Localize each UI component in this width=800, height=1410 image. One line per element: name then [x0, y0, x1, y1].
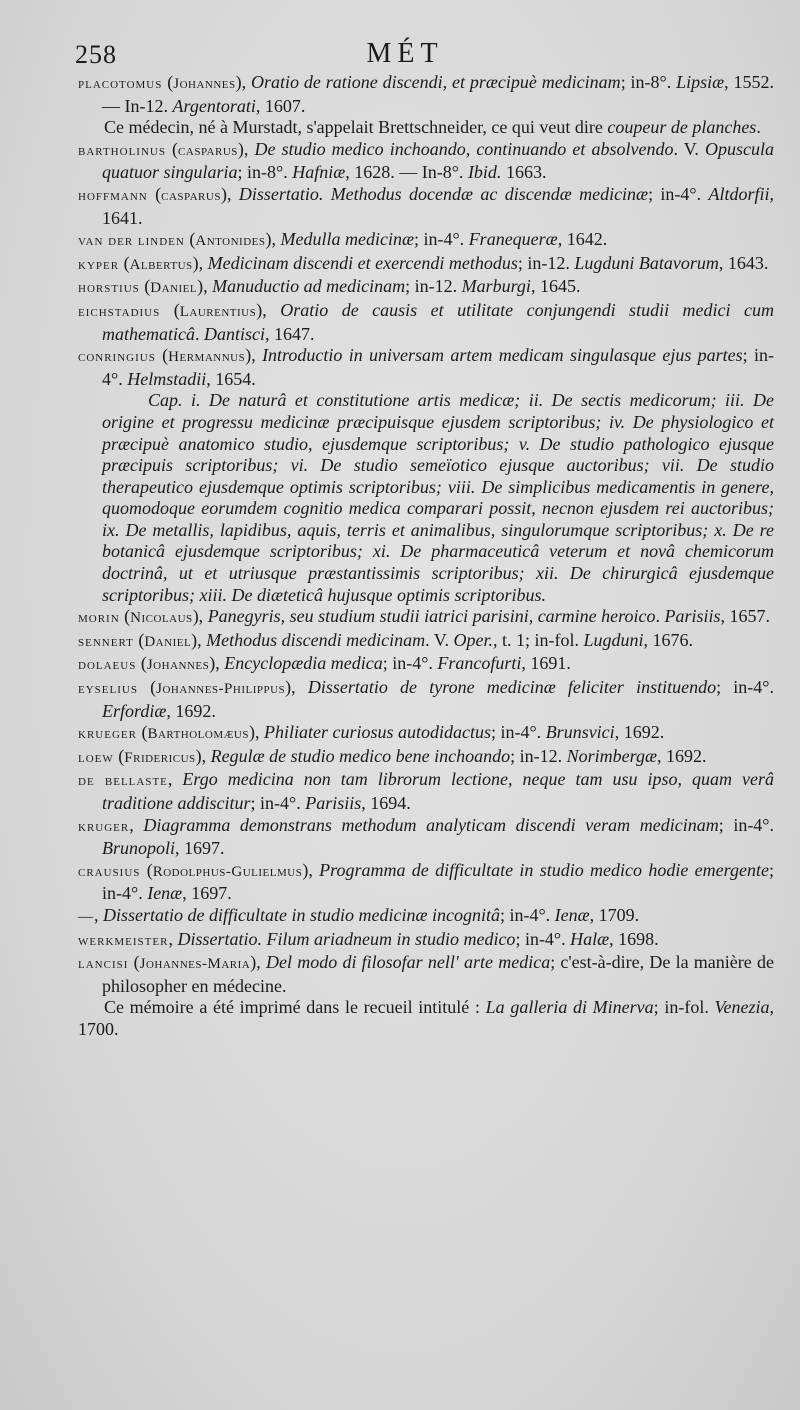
- punct: (: [128, 952, 140, 973]
- punct: (: [184, 229, 196, 250]
- entry-date: , 1654.: [206, 368, 256, 389]
- entry-place: Brunopoli: [102, 838, 176, 859]
- bibliography-entry: [78, 769, 774, 814]
- bibliography-text: [78, 72, 774, 1041]
- entry-date: , 1676.: [643, 629, 693, 650]
- entry-title: Introductio in universam artem medicam singulasque ejus partes: [262, 345, 743, 366]
- punct: (: [160, 299, 180, 320]
- entry-date: , 1607.: [255, 95, 306, 116]
- entry-date: , 1642.: [557, 229, 608, 250]
- note-text: ; in-fol.: [653, 997, 715, 1018]
- entry-given-name: Laurentius: [179, 303, 257, 320]
- bibliography-entry: [78, 860, 774, 905]
- punct: (: [140, 859, 153, 880]
- entry-title: Oratio de causis et utilitate conjungendi studii medici cum mathematicâ: [102, 299, 775, 344]
- entry-note: [78, 997, 774, 1040]
- entry-note: [78, 117, 774, 139]
- bibliography-entry: [78, 72, 774, 117]
- entry-format: ; in-12.: [405, 276, 462, 297]
- entry-date: , 1692.: [166, 700, 216, 721]
- entry-given-name: Daniel: [144, 633, 192, 650]
- punct: ),: [302, 859, 320, 880]
- entry-format: ; c'est-à-dire, De la manière de philosopher en médecine.: [102, 952, 774, 996]
- entry-place: Ibid.: [467, 162, 502, 183]
- entry-author: dolaeus: [78, 657, 137, 674]
- entry-place: Argentorati: [172, 95, 256, 116]
- entry-date: , 1628. — In-8°.: [345, 162, 468, 183]
- bibliography-entry: [78, 722, 774, 746]
- running-head: MÉT: [366, 38, 444, 69]
- note-text: Ce médecin, né à Murstadt, s'appelait Brettschneider, ce qui veut dire: [104, 117, 608, 138]
- entry-place: Marburgi: [461, 276, 531, 297]
- entry-given-name: Antonides: [195, 233, 266, 250]
- entry-date: , 1698.: [609, 928, 659, 949]
- entry-author: morin: [78, 610, 120, 627]
- entry-author: kyper: [78, 256, 120, 273]
- entry-format: , t. 1; in-fol.: [492, 629, 584, 650]
- entry-place: Ienæ: [147, 883, 183, 904]
- entry-format: .: [194, 323, 204, 344]
- note-italic: coupeur de planches: [607, 117, 757, 138]
- punct: ,: [129, 814, 144, 835]
- note-text: Ce mémoire a été imprimé dans le recueil intitulé :: [104, 997, 486, 1018]
- bibliography-entry: [78, 276, 774, 300]
- bibliography-entry: [78, 253, 774, 277]
- bibliography-entry: [78, 677, 774, 722]
- punct: ,: [168, 928, 178, 949]
- punct: ),: [220, 183, 239, 204]
- bibliography-entry: [78, 815, 774, 860]
- bibliography-entry: [78, 746, 774, 770]
- punct: ),: [237, 138, 255, 159]
- bibliography-entry: [78, 184, 774, 229]
- entry-date: 1663.: [501, 162, 547, 183]
- entry-author: loew: [78, 749, 114, 766]
- entry-given-name: Nicolaus: [130, 610, 193, 627]
- bibliography-entry: [78, 952, 774, 997]
- punct: ),: [209, 653, 225, 674]
- entry-given-name: Johannes-Maria: [139, 956, 251, 973]
- entry-title: Del modo di filosofar nell' arte medica: [265, 952, 551, 973]
- punct: (: [137, 677, 157, 698]
- entry-given-name: casparus: [161, 187, 221, 204]
- entry-format: ; in-8°.: [620, 72, 677, 92]
- entry-place: Lipsiæ: [676, 72, 725, 92]
- entry-place: Franequeræ: [468, 229, 558, 250]
- entry-title: Regulæ de studio medico bene inchoando: [210, 745, 511, 766]
- note-italic: La galleria di Minerva: [485, 997, 654, 1018]
- entry-format: ; in-4°.: [718, 814, 775, 835]
- entry-author: crausius: [78, 863, 141, 880]
- entry-author: sennert: [78, 633, 134, 650]
- page-header: [75, 36, 775, 72]
- entry-author: —: [78, 908, 94, 925]
- entry-given-name: Daniel: [150, 280, 198, 297]
- punct: ),: [235, 72, 252, 92]
- punct: (: [147, 183, 162, 204]
- entry-given-name: Albertus: [129, 256, 193, 273]
- entry-title: Dissertatio. Methodus docendæ ac discendæ medicinæ: [238, 183, 649, 204]
- entry-place: Lugduni Batavorum: [574, 252, 719, 273]
- page-number: 258: [75, 40, 117, 69]
- chapter-contents: Cap. i. De naturâ et constitutione artis medicæ; ii. De sectis medicorum; iii. De origine et progressu medicinæ præcipuisque ejusdem scriptoribus; iv. De physiologico et præcipuè anatomico studio, ejusdemque scriptoribus; v. De studio pathologico ejusque præcipuis scriptoribus; vi. De studio semeïotico ejusque auctoribus; vii. De studio therapeutico ejusdemque optimis scriptoribus; viii. De simplicibus medicamentis in genere, quomodoque eorumdem cognitio medica comparari possit, necnon ejusdem rei auctoribus; ix. De metallis, lapidibus, aquis, terris et animalibus, singulorumque scriptoribus; x. De re botanicâ ejusdemque scriptoribus; xi. De pharmaceuticâ veterum et novâ chemicorum doctrinâ, ut et utriusque præstantissimis scriptoribus; xii. De chirurgicâ ejusdemque scriptoribus; xiii. De diæteticâ hujusque optimis scriptoribus.: [102, 390, 774, 605]
- entry-title: Dissertatio de tyrone medicinæ feliciter instituendo: [307, 677, 717, 698]
- entry-given-name: Fridericus: [124, 749, 196, 766]
- entry-date: , 1692.: [614, 722, 665, 743]
- entry-format: ; in-4°.: [382, 653, 438, 674]
- punct: ),: [192, 606, 208, 627]
- entry-format: ; in-8°.: [237, 162, 293, 183]
- entry-title: Dissertatio de difficultate in studio medicinæ incognitâ: [103, 904, 500, 925]
- bibliography-entry: [78, 345, 774, 390]
- bibliography-entry: [78, 300, 774, 345]
- entry-date: , 1643.: [718, 252, 769, 273]
- entry-place: Norimbergæ: [566, 745, 657, 766]
- entry-date: , 1552. — In-12.: [102, 72, 775, 116]
- punct: (: [133, 629, 145, 650]
- entry-date: , 1691.: [521, 653, 571, 674]
- entry-author: eyselius: [78, 681, 138, 698]
- entry-place: Altdorfii: [708, 183, 770, 204]
- entry-date: , 1692.: [656, 745, 707, 766]
- entry-title: Oratio de ratione discendi, et præcipuè medicinam: [251, 72, 621, 92]
- entry-date: , 1697.: [182, 883, 232, 904]
- punct: ),: [192, 252, 208, 273]
- entry-place: Hafniæ: [292, 162, 346, 183]
- entry-place: Parisiis: [664, 606, 721, 627]
- note-italic: Venezia: [714, 997, 770, 1018]
- bibliography-entry: [78, 630, 774, 654]
- punct: (: [136, 653, 147, 674]
- entry-place: Parisiis: [305, 793, 362, 813]
- entry-date: , 1641.: [102, 183, 774, 228]
- entry-title: Dissertatio. Filum ariadneum in studio medico: [177, 928, 516, 949]
- entry-format: . V.: [425, 629, 454, 650]
- entry-place: Erfordiæ: [102, 700, 167, 721]
- entry-author: conringius: [78, 349, 156, 366]
- entry-place: Dantisci: [203, 323, 265, 344]
- entry-format: ; in-4°.: [413, 229, 469, 250]
- entry-format: ; in-4°.: [716, 677, 774, 698]
- entry-format: ; in-4°.: [102, 345, 774, 389]
- punct: (: [136, 722, 148, 743]
- entry-given-name: Johannes-Philippus: [156, 681, 286, 698]
- punct: (: [139, 276, 151, 297]
- entry-author: lancisi: [78, 956, 129, 973]
- entry-title: Oper.: [453, 629, 493, 650]
- note-text: , 1700.: [78, 997, 774, 1039]
- punct: (: [165, 138, 179, 159]
- punct: (: [119, 606, 131, 627]
- entry-author: horstius: [78, 280, 140, 297]
- entry-title: Ergo medicina non tam librorum lectione, neque tam usu ipso, quam verâ traditione addiscitur: [102, 769, 774, 813]
- entry-format: ; in-12.: [517, 252, 575, 273]
- entry-format: ; in-4°.: [515, 928, 571, 949]
- punct: ,: [94, 904, 103, 925]
- punct: (: [113, 745, 125, 766]
- entry-format: ; in-12.: [510, 745, 567, 766]
- entry-title: Manuductio ad medicinam: [212, 276, 406, 297]
- entry-given-name: Johannes: [173, 76, 236, 92]
- entry-title: Panegyris, seu studium studii iatrici parisini, carmine heroico: [207, 606, 656, 627]
- entry-format: ; in-4°.: [499, 904, 555, 925]
- entry-date: , 1645.: [530, 276, 581, 297]
- punct: ),: [197, 276, 213, 297]
- punct: ),: [285, 677, 308, 698]
- entry-place: Ienæ: [554, 904, 590, 925]
- entry-author: werkmeister: [78, 932, 169, 949]
- punct: ),: [245, 345, 263, 366]
- bibliography-entry: [78, 229, 774, 253]
- entry-author: placotomus: [78, 76, 163, 92]
- entry-title: De studio medico inchoando, continuando et absolvendo: [254, 138, 674, 159]
- entry-author: de bellaste: [78, 773, 168, 790]
- entry-date: , 1694.: [361, 793, 411, 813]
- entry-date: , 1709.: [589, 904, 640, 925]
- entry-title: Medicinam discendi et exercendi methodus: [207, 252, 518, 273]
- entry-title: Diagramma demonstrans methodum analyticam discendi veram medicinam: [143, 814, 719, 835]
- entry-place: Francofurti: [437, 653, 522, 674]
- entry-author: hoffmann: [78, 187, 148, 204]
- bibliography-entry: [78, 606, 774, 630]
- entry-title: Methodus discendi medicinam: [206, 629, 426, 650]
- punct: ),: [265, 229, 281, 250]
- entry-format: ; in-4°.: [490, 722, 546, 743]
- entry-given-name: Hermannus: [168, 349, 246, 366]
- punct: ,: [167, 769, 183, 790]
- punct: (: [119, 252, 130, 273]
- entry-title: Programma de difficultate in studio medico hodie emergente: [319, 859, 769, 880]
- punct: (: [162, 72, 174, 92]
- punct: ),: [195, 745, 211, 766]
- entry-date: , 1647.: [264, 323, 315, 344]
- entry-author: kruger: [78, 818, 130, 835]
- entry-format: ; in-4°.: [648, 183, 709, 204]
- entry-date: , 1657.: [720, 606, 771, 627]
- entry-given-name: Johannes: [146, 657, 210, 674]
- punct: ),: [256, 299, 281, 320]
- entry-given-name: Rodolphus-Gulielmus: [152, 863, 303, 880]
- bibliography-entry: [78, 929, 774, 953]
- entry-format: . V.: [673, 138, 706, 159]
- punct: ),: [250, 952, 266, 973]
- bibliography-entry: [78, 139, 774, 184]
- entry-place: Helmstadii: [127, 368, 207, 389]
- entry-format: ; in-4°.: [102, 859, 774, 904]
- entry-title: Opuscula quatuor singularia: [102, 138, 775, 183]
- punct: (: [155, 345, 169, 366]
- entry-place: Lugduni: [583, 629, 644, 650]
- entry-author: krueger: [78, 726, 137, 743]
- note-text: .: [756, 117, 761, 138]
- entry-author: eichstadius: [78, 303, 161, 320]
- entry-title: Philiater curiosus autodidactus: [263, 722, 491, 743]
- entry-format: ; in-4°.: [250, 793, 306, 813]
- entry-place: Halæ: [570, 928, 610, 949]
- entry-author: van der linden: [78, 233, 185, 250]
- entry-title: Encyclopædia medica: [224, 653, 383, 674]
- bibliography-entry: [78, 905, 774, 929]
- entry-given-name: casparus: [178, 142, 238, 159]
- entry-given-name: Bartholomæus: [147, 726, 249, 743]
- bibliography-entry: [78, 653, 774, 677]
- entry-author: bartholinus: [78, 142, 166, 159]
- entry-place: Brunsvici: [545, 722, 615, 743]
- punct: ),: [191, 629, 207, 650]
- entry-format: .: [655, 606, 665, 627]
- entry-date: , 1697.: [175, 838, 225, 859]
- punct: ),: [248, 722, 264, 743]
- entry-title: Medulla medicinæ: [280, 229, 414, 250]
